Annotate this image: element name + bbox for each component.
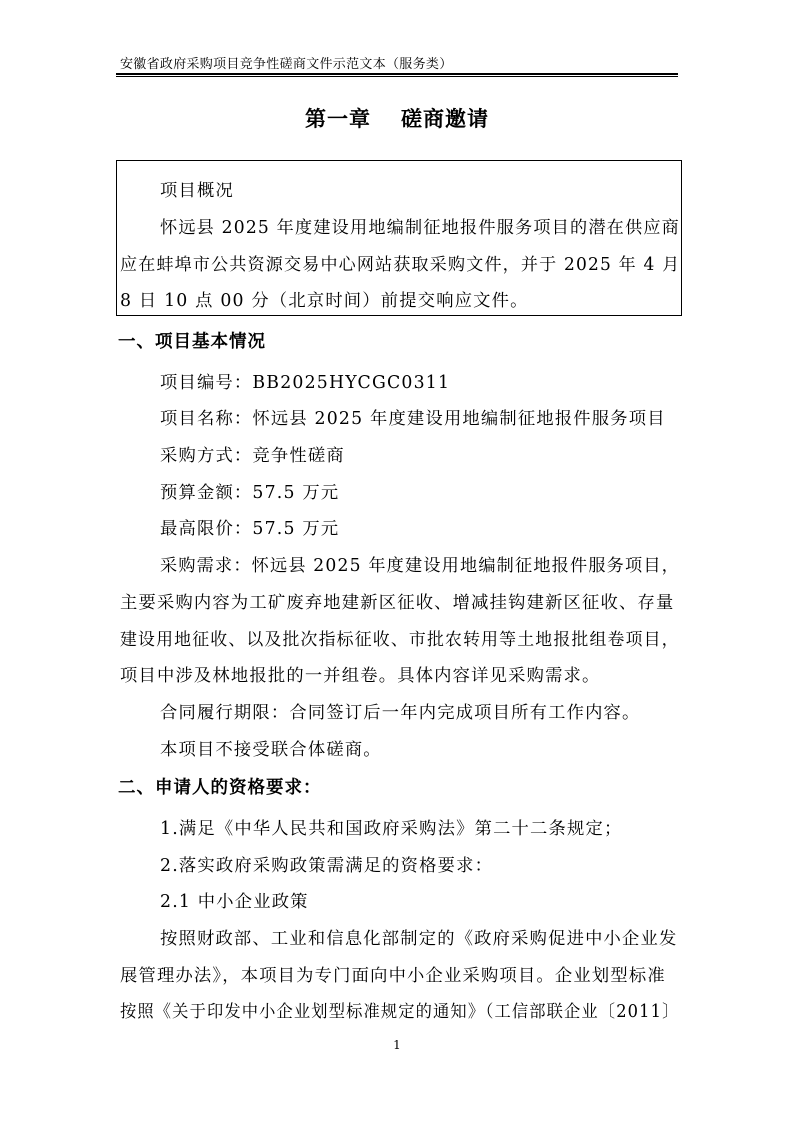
- overview-line: 应在蚌埠市公共资源交易中心网站获取采购文件，并于 2025 年 4 月: [120, 255, 681, 275]
- header-rule: [116, 73, 678, 75]
- page-number: 1: [393, 1038, 401, 1052]
- chapter-number: 第一章: [305, 107, 371, 131]
- qualification-subitem: 2.1 中小企业政策: [160, 892, 309, 912]
- requirement-line: 建设用地征收、以及批次指标征收、市批农转用等土地报批组卷项目，: [120, 630, 680, 650]
- overview-line: 怀远县 2025 年度建设用地编制征地报件服务项目的潜在供应商: [160, 218, 681, 238]
- qualification-item: 1.满足《中华人民共和国政府采购法》第二十二条规定；: [160, 819, 623, 839]
- chapter-title: [0, 103, 794, 133]
- consortium-note: 本项目不接受联合体磋商。: [160, 740, 382, 760]
- project-code: 项目编号：BB2025HYCGC0311: [160, 373, 451, 393]
- contract-period: 合同履行期限：合同签订后一年内完成项目所有工作内容。: [160, 703, 641, 723]
- procurement-method: 采购方式：竞争性磋商: [160, 446, 345, 466]
- max-price: 最高限价：57.5 万元: [160, 519, 340, 539]
- qualification-item: 2.落实政府采购政策需满足的资格要求：: [160, 856, 494, 876]
- budget-amount: 预算金额：57.5 万元: [160, 483, 340, 503]
- overview-line: 8 日 10 点 00 分（北京时间）前提交响应文件。: [120, 291, 529, 311]
- project-name: 项目名称：怀远县 2025 年度建设用地编制征地报件服务项目: [160, 409, 666, 429]
- policy-line: 按照《关于印发中小企业划型标准规定的通知》（工信部联企业〔2011〕: [120, 1002, 680, 1022]
- requirement-line: 主要采购内容为工矿废弃地建新区征收、增减挂钩建新区征收、存量: [120, 593, 675, 613]
- policy-line: 按照财政部、工业和信息化部制定的《政府采购促进中小企业发: [160, 929, 678, 949]
- section-heading-qualifications: 二、申请人的资格要求：: [118, 778, 322, 798]
- section-heading-basic-info: 一、项目基本情况: [118, 332, 266, 352]
- requirement-line: 采购需求：怀远县 2025 年度建设用地编制征地报件服务项目，: [160, 556, 681, 576]
- overview-label: 项目概况: [160, 181, 234, 201]
- requirement-line: 项目中涉及林地报批的一并组卷。具体内容详见采购需求。: [120, 666, 601, 686]
- policy-line: 展管理办法》，本项目为专门面向中小企业采购项目。企业划型标准: [120, 966, 666, 986]
- header-rule-thin: [116, 76, 678, 77]
- chapter-name: 磋商邀请: [401, 107, 489, 131]
- running-header: 安徽省政府采购项目竞争性磋商文件示范文本（服务类）: [120, 57, 453, 72]
